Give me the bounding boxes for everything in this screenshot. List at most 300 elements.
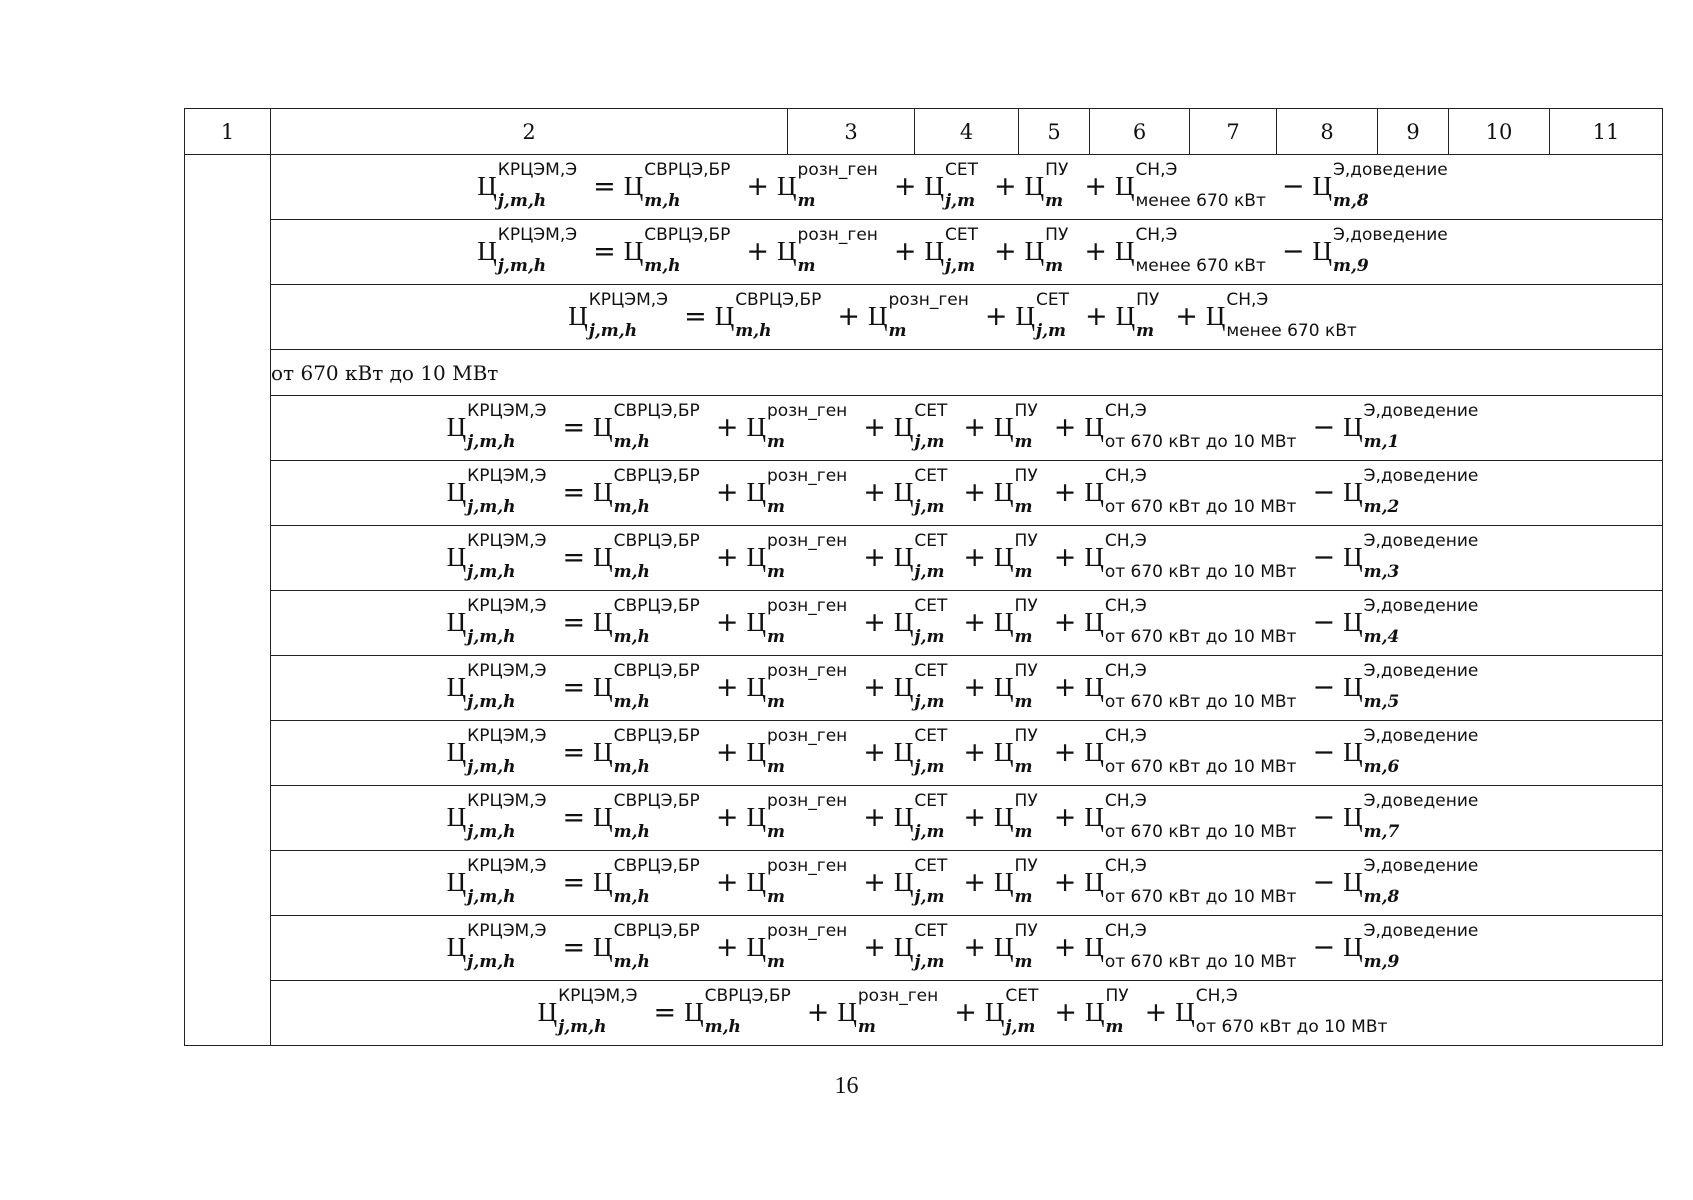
equals-sign: = [684, 300, 707, 332]
subscript: от 670 кВт до 10 МВт [1104, 497, 1297, 517]
superscript: СВРЦЭ,БР [613, 401, 700, 421]
subscript: m,h [613, 887, 650, 907]
scripts [1105, 986, 1129, 1037]
price-symbol: Ц [1175, 996, 1195, 1027]
plus-sign: + [1053, 736, 1077, 768]
scripts [914, 401, 948, 452]
plus-sign: + [863, 541, 886, 573]
price-symbol: Ц [1084, 671, 1104, 702]
scripts [857, 986, 939, 1037]
scripts [888, 290, 969, 341]
formula-cell [271, 396, 1663, 461]
minus-sign: − [1312, 476, 1336, 508]
subscript: m [766, 562, 785, 582]
subscript: m,h [735, 321, 772, 341]
subscript: m [1105, 1017, 1124, 1037]
scripts [467, 921, 547, 972]
superscript: КРЦЭМ,Э [467, 856, 547, 876]
header-cell: 10 [1449, 109, 1550, 155]
subscript: j,m,h [467, 692, 516, 712]
formula-cell [271, 526, 1663, 591]
scripts [497, 225, 578, 276]
formula [446, 791, 1487, 842]
formula-row [185, 220, 1663, 285]
plus-sign: + [1053, 476, 1077, 508]
superscript: Э,доведение [1363, 726, 1479, 746]
formula-term [1084, 661, 1304, 712]
subscript: j,m,h [467, 562, 516, 582]
scripts [766, 921, 848, 972]
formula-term [893, 856, 956, 907]
subscript: m,h [644, 191, 681, 211]
subscript: от 670 кВт до 10 МВт [1104, 822, 1297, 842]
formula-term [1343, 856, 1486, 907]
scripts [613, 531, 700, 582]
subscript: j,m,h [467, 952, 516, 972]
price-symbol: Ц [893, 606, 914, 637]
scripts [613, 791, 700, 842]
price-symbol: Ц [1343, 866, 1363, 897]
minus-sign: − [1281, 235, 1305, 267]
scripts [945, 225, 979, 276]
price-symbol: Ц [1024, 235, 1045, 266]
formula-term [837, 986, 946, 1037]
formula [446, 856, 1487, 907]
subscript: j,m,h [497, 191, 547, 211]
superscript: ПУ [1014, 401, 1038, 421]
scripts [914, 466, 948, 517]
formula-term [994, 596, 1046, 647]
formula-term [746, 661, 855, 712]
scripts [644, 160, 731, 211]
superscript: СН,Э [1104, 401, 1147, 421]
formula [446, 466, 1487, 517]
plus-sign: + [893, 170, 917, 202]
equals-sign: = [562, 411, 586, 443]
scripts [914, 661, 948, 712]
formula-term [1312, 225, 1455, 276]
formula-lhs [568, 290, 676, 341]
equals-sign: = [653, 996, 677, 1028]
formula-row [185, 916, 1663, 981]
subscript: j,m,h [467, 627, 516, 647]
scripts [766, 791, 848, 842]
superscript: КРЦЭМ,Э [497, 225, 578, 245]
price-symbol: Ц [537, 996, 558, 1027]
price-symbol: Ц [994, 476, 1014, 507]
scripts [704, 986, 791, 1037]
minus-sign: − [1312, 866, 1336, 898]
formula-term [1024, 225, 1077, 276]
formula-term [1343, 661, 1486, 712]
superscript: СВРЦЭ,БР [613, 531, 700, 551]
scripts [766, 596, 848, 647]
superscript: розн_ген [797, 160, 878, 180]
formula [446, 596, 1487, 647]
header-cell: 5 [1019, 109, 1090, 155]
scripts [467, 531, 547, 582]
formula [568, 290, 1365, 341]
price-symbol: Ц [1343, 931, 1363, 962]
plus-sign: + [1053, 411, 1077, 443]
scripts [467, 856, 547, 907]
formula-term [1084, 466, 1304, 517]
formula-term [1015, 290, 1077, 341]
price-symbol: Ц [746, 736, 766, 767]
scripts [613, 401, 700, 452]
subscript: m,7 [1363, 822, 1400, 842]
plus-sign: + [963, 541, 987, 573]
superscript: СЕТ [1005, 986, 1039, 1006]
subscript: m [766, 887, 785, 907]
price-symbol: Ц [994, 541, 1014, 572]
price-symbol: Ц [446, 801, 467, 832]
superscript: розн_ген [797, 225, 878, 245]
scripts [467, 466, 547, 517]
scripts [1104, 596, 1297, 647]
price-symbol: Ц [746, 606, 766, 637]
formula-term [714, 290, 830, 341]
price-symbol: Ц [994, 606, 1014, 637]
superscript: СЕТ [945, 225, 979, 245]
formula-lhs [446, 791, 555, 842]
subscript: m [766, 757, 785, 777]
subscript: m [1014, 692, 1033, 712]
formula-term [593, 466, 708, 517]
formula-term [1343, 466, 1486, 517]
scripts [766, 856, 848, 907]
price-symbol: Ц [446, 671, 467, 702]
scripts [1363, 531, 1479, 582]
plus-sign: + [863, 866, 886, 898]
formula-term [893, 726, 956, 777]
formula-term [1084, 726, 1304, 777]
price-symbol: Ц [994, 671, 1014, 702]
formula [446, 401, 1487, 452]
header-cell: 9 [1378, 109, 1449, 155]
formula-row [185, 721, 1663, 786]
price-symbol: Ц [1343, 541, 1363, 572]
price-symbol: Ц [1343, 476, 1363, 507]
header-cell: 4 [915, 109, 1019, 155]
superscript: розн_ген [766, 531, 848, 551]
superscript: КРЦЭМ,Э [467, 531, 547, 551]
formula-term [893, 466, 956, 517]
scripts [914, 856, 948, 907]
scripts [613, 921, 700, 972]
superscript: ПУ [1014, 791, 1038, 811]
formula-lhs [477, 225, 585, 276]
scripts [613, 856, 700, 907]
formula-term [684, 986, 799, 1037]
subscript: m,h [613, 432, 650, 452]
scripts [1363, 791, 1479, 842]
formula-term [893, 596, 956, 647]
price-symbol: Ц [994, 866, 1014, 897]
plus-sign: + [1053, 541, 1077, 573]
subscript: m [1014, 757, 1033, 777]
price-symbol: Ц [446, 476, 467, 507]
plus-sign: + [1084, 170, 1107, 202]
formula-cell [271, 786, 1663, 851]
formula-term [1343, 791, 1486, 842]
formula-term [1175, 986, 1395, 1037]
scripts [1104, 921, 1297, 972]
price-symbol: Ц [477, 235, 497, 266]
price-symbol: Ц [893, 801, 914, 832]
formula-cell [271, 591, 1663, 656]
formula-term [777, 160, 886, 211]
superscript: СВРЦЭ,БР [644, 225, 731, 245]
formula-term [893, 921, 956, 972]
price-symbol: Ц [924, 170, 945, 201]
price-symbol: Ц [1115, 300, 1136, 331]
scripts [1045, 160, 1069, 211]
subscript: j,m [914, 497, 945, 517]
formula-term [994, 791, 1046, 842]
superscript: СН,Э [1104, 726, 1147, 746]
formula-lhs [446, 466, 555, 517]
subscript: m,h [613, 692, 650, 712]
superscript: Э,доведение [1332, 160, 1448, 180]
price-symbol: Ц [893, 866, 914, 897]
formula-term [1024, 160, 1077, 211]
minus-sign: − [1312, 671, 1336, 703]
superscript: розн_ген [766, 726, 848, 746]
plus-sign: + [715, 476, 739, 508]
superscript: КРЦЭМ,Э [588, 290, 669, 310]
scripts [1104, 726, 1297, 777]
subscript: j,m,h [497, 256, 547, 276]
superscript: Э,доведение [1363, 596, 1479, 616]
formula-term [994, 661, 1046, 712]
price-symbol: Ц [446, 541, 467, 572]
equals-sign: = [562, 541, 586, 573]
minus-sign: − [1312, 801, 1336, 833]
section-heading: от 670 кВт до 10 МВт [271, 350, 1663, 396]
formula-term [1114, 225, 1274, 276]
formula-term [777, 225, 886, 276]
subscript: m [766, 822, 785, 842]
plus-sign: + [715, 801, 739, 833]
formula-row [185, 155, 1663, 220]
superscript: Э,доведение [1363, 401, 1479, 421]
subscript: от 670 кВт до 10 МВт [1195, 1017, 1388, 1037]
formula-term [994, 401, 1046, 452]
subscript: j,m [914, 887, 945, 907]
formula [446, 726, 1487, 777]
superscript: Э,доведение [1363, 921, 1479, 941]
formula-term [593, 856, 708, 907]
formula [446, 921, 1487, 972]
scripts [1104, 466, 1297, 517]
equals-sign: = [562, 606, 586, 638]
plus-sign: + [963, 931, 987, 963]
formula-term [1084, 986, 1137, 1037]
formula-term [593, 661, 708, 712]
formula-lhs [446, 856, 555, 907]
plus-sign: + [715, 931, 739, 963]
subscript: j,m [914, 757, 945, 777]
superscript: Э,доведение [1363, 531, 1479, 551]
superscript: СН,Э [1104, 466, 1147, 486]
scripts [497, 160, 578, 211]
superscript: СВРЦЭ,БР [644, 160, 731, 180]
subscript: m,4 [1363, 627, 1400, 647]
price-symbol: Ц [1024, 170, 1045, 201]
formula-row [185, 656, 1663, 721]
scripts [1014, 596, 1038, 647]
scripts [1136, 290, 1160, 341]
subscript: j,m,h [467, 497, 516, 517]
formula-term [867, 290, 977, 341]
equals-sign: = [562, 931, 586, 963]
scripts [914, 726, 948, 777]
minus-sign: − [1312, 541, 1336, 573]
subscript: j,m,h [467, 887, 516, 907]
formula-cell [271, 916, 1663, 981]
superscript: СН,Э [1104, 921, 1147, 941]
formula-lhs [446, 596, 555, 647]
subscript: m [1014, 562, 1033, 582]
price-symbol: Ц [446, 411, 467, 442]
equals-sign: = [562, 736, 586, 768]
price-symbol: Ц [746, 801, 766, 832]
formula-cell [271, 220, 1663, 285]
scripts [613, 596, 700, 647]
price-symbol: Ц [593, 606, 613, 637]
subscript: m [857, 1017, 876, 1037]
superscript: розн_ген [766, 596, 848, 616]
plus-sign: + [954, 996, 977, 1028]
equals-sign: = [562, 671, 586, 703]
formula-row [185, 851, 1663, 916]
price-symbol: Ц [446, 606, 467, 637]
formula-term [994, 466, 1046, 517]
price-symbol: Ц [1343, 736, 1363, 767]
subscript: j,m [914, 432, 945, 452]
subscript: m [766, 952, 785, 972]
superscript: СЕТ [914, 531, 948, 551]
superscript: розн_ген [857, 986, 939, 1006]
plus-sign: + [863, 736, 886, 768]
superscript: СВРЦЭ,БР [613, 921, 700, 941]
formula [477, 225, 1455, 276]
superscript: СН,Э [1195, 986, 1238, 1006]
price-symbol: Ц [593, 671, 613, 702]
superscript: ПУ [1014, 466, 1038, 486]
price-symbol: Ц [746, 866, 766, 897]
subscript: m,8 [1363, 887, 1400, 907]
formula-term [746, 466, 855, 517]
formula-lhs [477, 160, 585, 211]
price-symbol: Ц [477, 170, 497, 201]
superscript: СН,Э [1104, 791, 1147, 811]
subscript: от 670 кВт до 10 МВт [1104, 562, 1297, 582]
formula-term [746, 921, 855, 972]
subscript: j,m,h [467, 432, 516, 452]
superscript: ПУ [1014, 661, 1038, 681]
formula-term [1343, 531, 1486, 582]
scripts [914, 596, 948, 647]
price-symbol: Ц [893, 541, 914, 572]
superscript: розн_ген [766, 661, 848, 681]
subscript: от 670 кВт до 10 МВт [1104, 952, 1297, 972]
formula-term [1114, 160, 1274, 211]
formula-term [623, 225, 739, 276]
formula-term [623, 160, 739, 211]
plus-sign: + [963, 411, 987, 443]
header-cell: 1 [185, 109, 271, 155]
formula-lhs [446, 921, 555, 972]
superscript: СН,Э [1135, 225, 1178, 245]
formula [477, 160, 1455, 211]
formula-term [994, 726, 1046, 777]
scripts [613, 661, 700, 712]
price-symbol: Ц [714, 300, 735, 331]
subscript: m,1 [1363, 432, 1400, 452]
page-number: 16 [834, 1073, 859, 1099]
plus-sign: + [715, 411, 739, 443]
formula-term [924, 225, 987, 276]
minus-sign: − [1312, 411, 1336, 443]
subscript: j,m,h [467, 757, 516, 777]
plus-sign: + [1084, 235, 1107, 267]
subscript: m [1014, 952, 1033, 972]
price-symbol: Ц [1343, 411, 1363, 442]
subscript: m,h [613, 627, 650, 647]
scripts [766, 661, 848, 712]
scripts [797, 225, 878, 276]
subscript: m [1014, 627, 1033, 647]
scripts [644, 225, 731, 276]
superscript: розн_ген [766, 791, 848, 811]
price-symbol: Ц [893, 411, 914, 442]
price-symbol: Ц [623, 235, 644, 266]
superscript: СВРЦЭ,БР [613, 661, 700, 681]
subscript: j,m,h [558, 1017, 607, 1037]
plus-sign: + [963, 671, 987, 703]
superscript: СЕТ [914, 856, 948, 876]
subscript: m [888, 321, 907, 341]
superscript: КРЦЭМ,Э [467, 791, 547, 811]
formula-term [1084, 401, 1304, 452]
plus-sign: + [715, 671, 739, 703]
subscript: m [1045, 256, 1064, 276]
formula-term [746, 856, 855, 907]
price-symbol: Ц [593, 476, 613, 507]
formula-term [984, 986, 1047, 1037]
scripts [1104, 856, 1297, 907]
price-symbol: Ц [1084, 411, 1104, 442]
superscript: СН,Э [1226, 290, 1269, 310]
subscript: j,m [914, 952, 945, 972]
minus-sign: − [1312, 736, 1336, 768]
subscript: менее 670 кВт [1226, 321, 1357, 341]
formula-term [593, 726, 708, 777]
subscript: m,h [613, 562, 650, 582]
superscript: СН,Э [1104, 531, 1147, 551]
subscript: m [797, 256, 816, 276]
subscript: m,3 [1363, 562, 1400, 582]
price-symbol: Ц [684, 996, 704, 1027]
scripts [613, 726, 700, 777]
price-symbol: Ц [1205, 300, 1226, 331]
formula-term [593, 531, 708, 582]
plus-sign: + [1053, 931, 1077, 963]
scripts [1005, 986, 1039, 1037]
plus-sign: + [1054, 996, 1077, 1028]
